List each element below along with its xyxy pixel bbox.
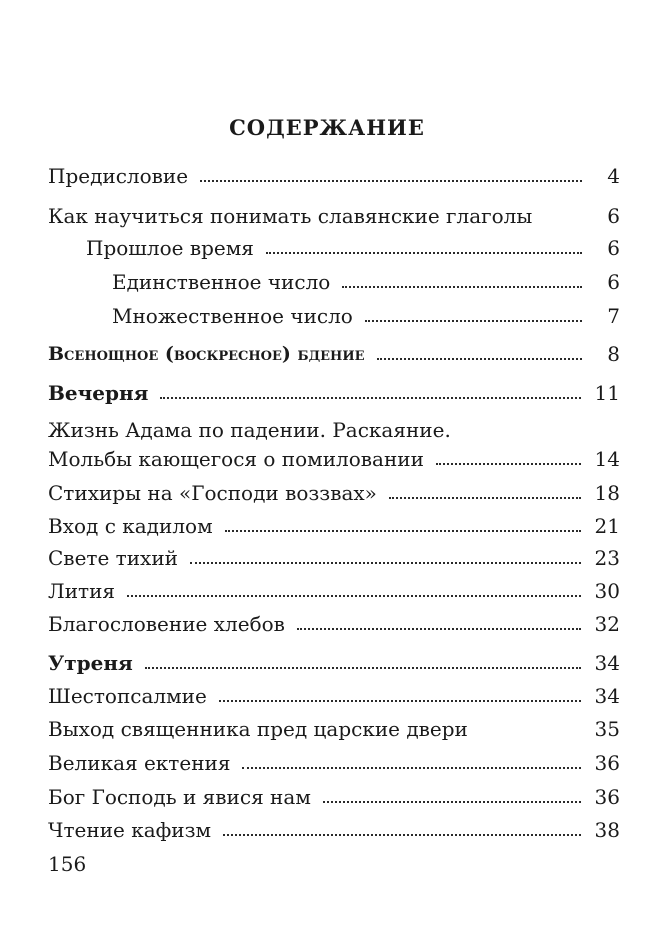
page-number: 156	[48, 852, 87, 876]
dot-leader	[297, 628, 581, 630]
dot-leader	[200, 180, 582, 182]
toc-entry-page: 34	[594, 651, 620, 675]
toc-entry-page: 11	[594, 381, 620, 405]
dot-leader	[266, 252, 582, 254]
toc-entry-page: 8	[607, 342, 620, 366]
toc-entry-title: Свете тихий	[48, 546, 178, 570]
toc-entry-page: 23	[594, 546, 620, 570]
toc-entry-page: 38	[594, 818, 620, 842]
dot-leader	[127, 595, 581, 597]
dot-leader	[160, 397, 580, 399]
toc-entry-title: Шестопсалмие	[48, 684, 207, 708]
toc-entry-title: Вечерня	[48, 381, 149, 405]
toc-section-entry	[48, 336, 620, 366]
toc-entry-title: Бог Господь и явися нам	[48, 785, 311, 809]
toc-section-entry	[48, 645, 620, 675]
dot-leader	[219, 700, 581, 702]
toc-entry-page: 21	[594, 514, 620, 538]
toc-entry-title: Прошлое время	[86, 236, 254, 260]
toc-entry	[48, 198, 620, 228]
toc-entry-title: Выход священника пред царские двери	[48, 717, 468, 741]
toc-entry	[48, 606, 620, 636]
toc-entry	[48, 298, 620, 328]
dot-leader	[365, 320, 582, 322]
toc-entry-title: Утреня	[48, 651, 133, 675]
toc-entry-page: 30	[594, 579, 620, 603]
toc-entry-title: Лития	[48, 579, 116, 603]
toc-entry-line	[48, 412, 620, 442]
toc-entry-page: 4	[607, 164, 620, 188]
dot-leader	[342, 286, 582, 288]
toc-entry	[48, 441, 620, 471]
toc-entry-title: Как научиться понимать славянские глаголы	[48, 204, 533, 228]
toc-entry-page: 6	[607, 236, 620, 260]
dot-leader	[389, 497, 581, 499]
toc-entry	[48, 812, 620, 842]
dot-leader	[145, 667, 581, 669]
toc-entry-page: 14	[594, 447, 620, 471]
toc-entry-page: 35	[594, 717, 620, 741]
toc-entry	[48, 678, 620, 708]
dot-leader	[436, 463, 581, 465]
page-title: СОДЕРЖАНИЕ	[229, 115, 425, 140]
toc-entry-title: Мольбы кающегося о помиловании	[48, 447, 424, 471]
toc-entry-title: Вход с кадилом	[48, 514, 213, 538]
toc-entry-page: 32	[594, 612, 620, 636]
toc-entry-page: 18	[594, 481, 620, 505]
toc-entry	[48, 158, 620, 188]
toc-entry-title: Единственное число	[112, 270, 331, 294]
toc-entry-page: 6	[607, 270, 620, 294]
toc-entry	[48, 711, 620, 741]
toc-entry-title: Великая ектения	[48, 751, 231, 775]
toc-entry	[48, 508, 620, 538]
dot-leader	[377, 358, 582, 360]
toc-entry-page: 36	[594, 785, 620, 809]
toc-entry-title: Множественное число	[112, 304, 353, 328]
toc-entry	[48, 540, 620, 570]
toc-entry	[48, 475, 620, 505]
toc-entry-page: 34	[594, 684, 620, 708]
toc-entry-page: 36	[594, 751, 620, 775]
toc-entry-title: Благословение хлебов	[48, 612, 285, 636]
toc-entry-title: Стихиры на «Господи воззвах»	[48, 481, 377, 505]
toc-entry	[48, 745, 620, 775]
toc-entry-title: Всенощное (воскресное) бдение	[48, 343, 365, 365]
toc-entry	[48, 230, 620, 260]
toc-entry	[48, 779, 620, 809]
toc-entry-page: 7	[607, 304, 620, 328]
toc-entry-title: Чтение кафизм	[48, 818, 212, 842]
dot-leader	[242, 767, 580, 769]
dot-leader	[223, 834, 580, 836]
toc-entry-title: Жизнь Адама по падении. Раскаяние.	[48, 418, 451, 442]
toc-entry-page: 6	[607, 204, 620, 228]
toc-entry	[48, 264, 620, 294]
toc-entry-title: Предисловие	[48, 164, 189, 188]
dot-leader	[225, 530, 581, 532]
toc-entry	[48, 573, 620, 603]
dot-leader	[323, 801, 581, 803]
toc-section-entry	[48, 375, 620, 405]
dot-leader	[190, 562, 581, 564]
